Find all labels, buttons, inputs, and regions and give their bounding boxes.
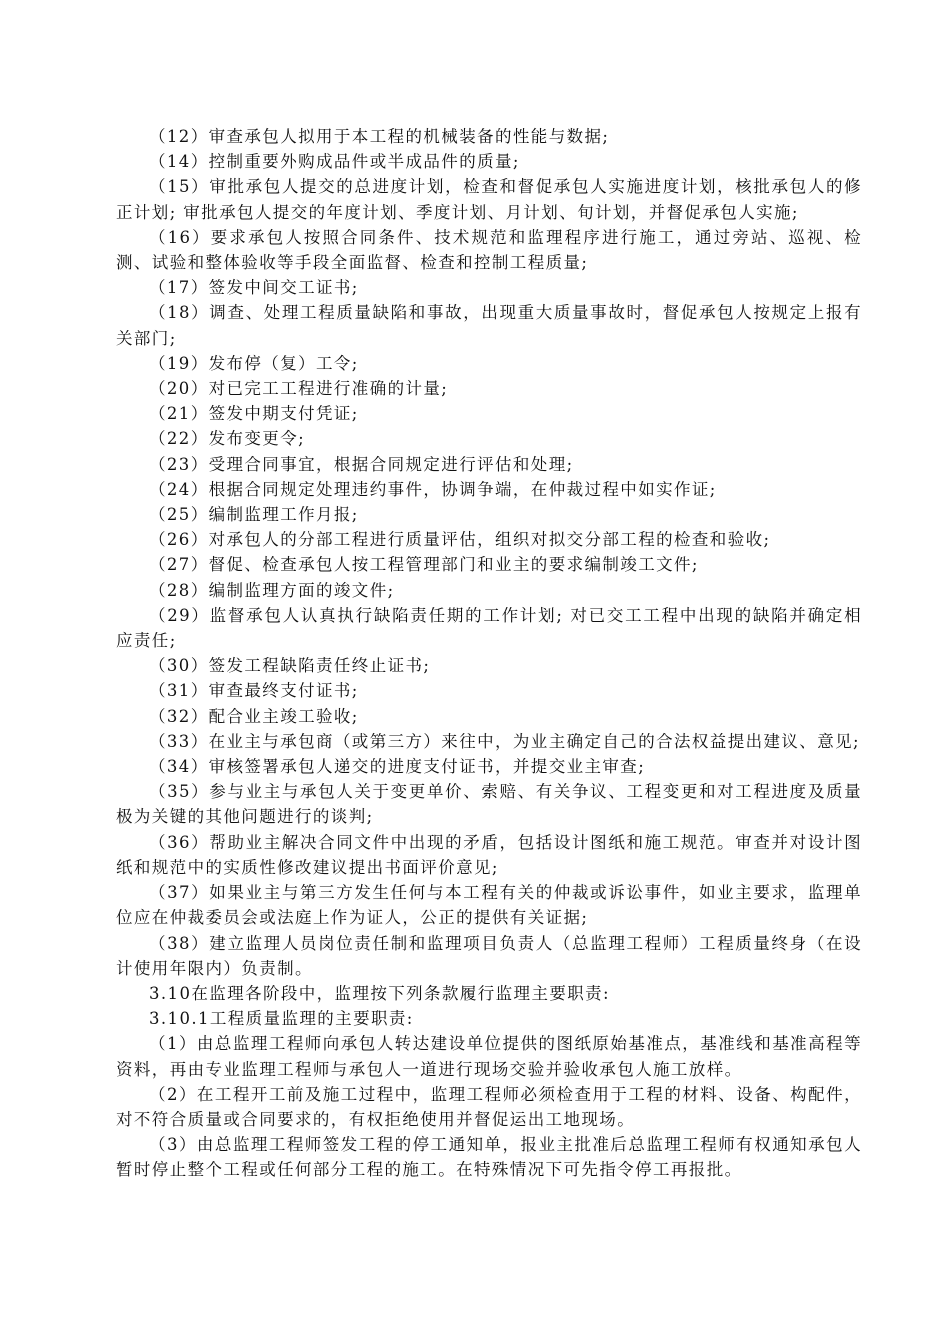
paragraph-item-32: （32）配合业主竣工验收; <box>149 706 359 726</box>
paragraph-item-33: （33）在业主与承包商（或第三方）来往中，为业主确定自己的合法权益提出建议、意见; <box>149 731 860 751</box>
paragraph-item-24: （24）根据合同规定处理违约事件，协调争端，在仲裁过程中如实作证; <box>149 479 717 499</box>
paragraph-item-16: （16）要求承包人按照合同条件、技术规范和监理程序进行施工，通过旁站、巡视、检测、试验和整体验收等手段全面监督、检查和控制工程质量; <box>116 227 862 273</box>
paragraph-item-26: （26）对承包人的分部工程进行质量评估，组织对拟交分部工程的检查和验收; <box>149 530 771 550</box>
document-body <box>116 124 862 1183</box>
paragraph-item-21: （21）签发中期支付凭证; <box>149 404 359 424</box>
paragraph-item-25: （25）编制监理工作月报; <box>149 505 359 525</box>
paragraph-item-29: （29）监督承包人认真执行缺陷责任期的工作计划; 对已交工工程中出现的缺陷并确定相应责任; <box>116 605 862 651</box>
paragraph-quality-1: （1）由总监理工程师向承包人转达建设单位提供的图纸原始基准点，基准线和基准高程等资料，再由专业监理工程师与承包人一道进行现场交验并验收承包人施工放样。 <box>116 1034 862 1079</box>
section-heading-3-10: 3.10在监理各阶段中，监理按下列条款履行监理主要职责: <box>149 983 610 1003</box>
paragraph-item-30: （30）签发工程缺陷责任终止证书; <box>149 656 431 676</box>
paragraph-item-15: （15）审批承包人提交的总进度计划，检查和督促承包人实施进度计划，核批承包人的修正计划; 审批承包人提交的年度计划、季度计划、月计划、旬计划，并督促承包人实施; <box>116 177 862 222</box>
paragraph-item-28: （28）编制监理方面的竣文件; <box>149 580 395 600</box>
paragraph-item-36: （36）帮助业主解决合同文件中出现的矛盾，包括设计图纸和施工规范。审查并对设计图纸和规范中的实质性修改建议提出书面评价意见; <box>116 832 862 877</box>
paragraph-quality-2: （2）在工程开工前及施工过程中，监理工程师必须检查用于工程的材料、设备、构配件，对不符合质量或合同要求的，有权拒绝使用并督促运出工地现场。 <box>116 1084 862 1129</box>
paragraph-item-17: （17）签发中间交工证书; <box>149 278 359 298</box>
paragraph-item-14: （14）控制重要外购成品件或半成品件的质量; <box>149 152 520 172</box>
paragraph-item-18: （18）调查、处理工程质量缺陷和事故，出现重大质量事故时，督促承包人按规定上报有关部门; <box>116 303 862 348</box>
paragraph-item-34: （34）审核签署承包人递交的进度支付证书，并提交业主审查; <box>149 757 646 777</box>
section-heading-3-10-1: 3.10.1工程质量监理的主要职责: <box>149 1009 414 1029</box>
paragraph-quality-3: （3）由总监理工程师签发工程的停工通知单，报业主批准后总监理工程师有权通知承包人暂时停止整个工程或任何部分工程的施工。在特殊情况下可先指令停工再报批。 <box>116 1135 862 1180</box>
paragraph-item-38: （38）建立监理人员岗位责任制和监理项目负责人（总监理工程师）工程质量终身（在设计使用年限内）负责制。 <box>116 933 862 978</box>
paragraph-item-35: （35）参与业主与承包人关于变更单价、索赔、有关争议、工程变更和对工程进度及质量极为关键的其他问题进行的谈判; <box>116 782 862 827</box>
paragraph-item-19: （19）发布停（复）工令; <box>149 353 359 373</box>
paragraph-item-27: （27）督促、检查承包人按工程管理部门和业主的要求编制竣工文件; <box>149 555 699 575</box>
paragraph-item-23: （23）受理合同事宜，根据合同规定进行评估和处理; <box>149 454 574 474</box>
paragraph-item-31: （31）审查最终支付证书; <box>149 681 359 701</box>
paragraph-item-20: （20）对已完工工程进行准确的计量; <box>149 379 449 399</box>
paragraph-item-22: （22）发布变更令; <box>149 429 306 449</box>
paragraph-item-12: （12）审查承包人拟用于本工程的机械装备的性能与数据; <box>149 127 610 146</box>
paragraph-item-37: （37）如果业主与第三方发生任何与本工程有关的仲裁或诉讼事件，如业主要求，监理单位应在仲裁委员会或法庭上作为证人，公正的提供有关证据; <box>116 883 862 928</box>
